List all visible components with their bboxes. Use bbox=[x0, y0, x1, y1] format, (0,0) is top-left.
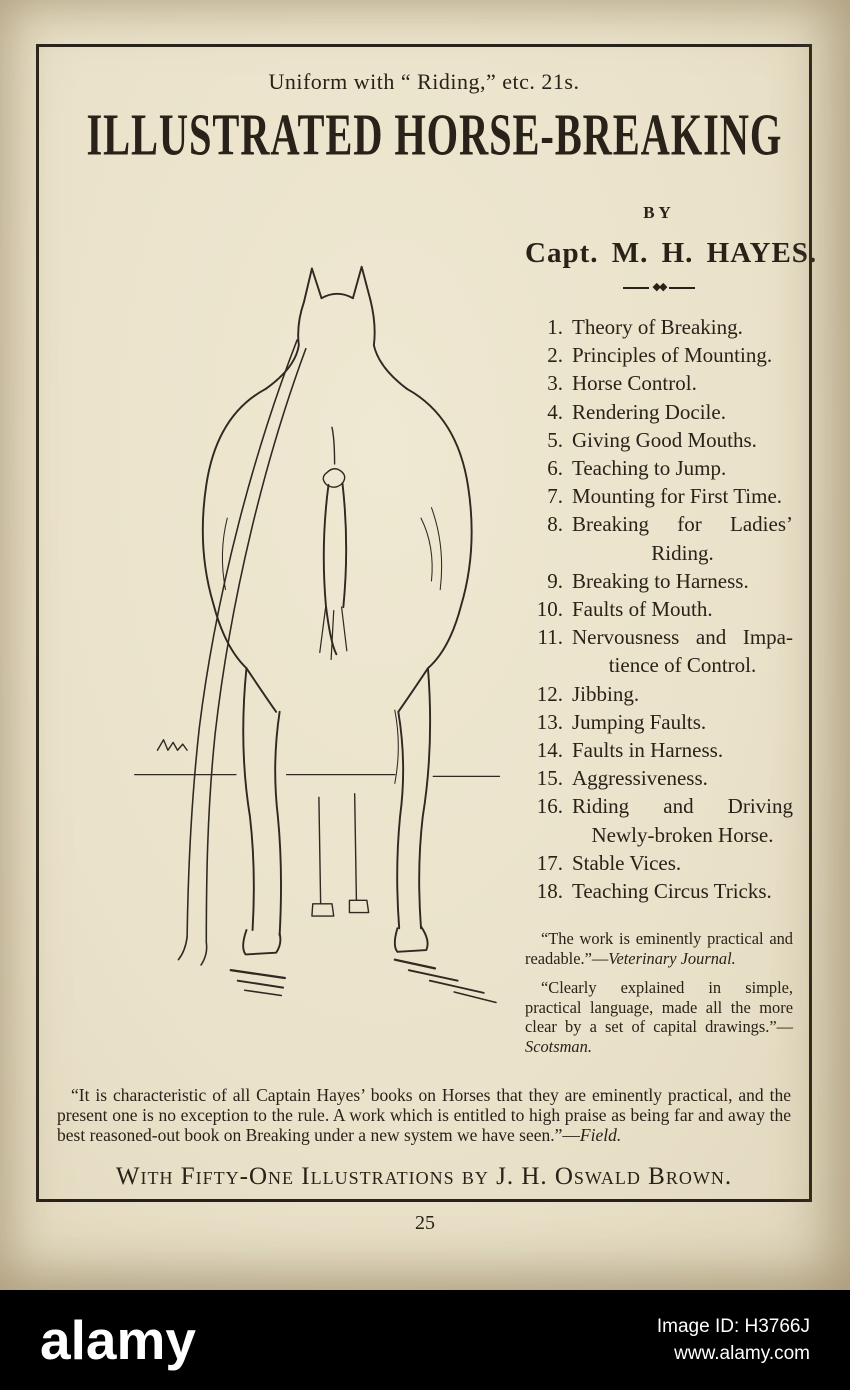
item-number: 14. bbox=[536, 738, 563, 763]
review-quote bbox=[525, 929, 793, 969]
item-text: Teaching to Jump. bbox=[572, 456, 727, 481]
item-number: 11. bbox=[537, 625, 563, 650]
item-text: Horse Control. bbox=[572, 371, 697, 396]
item-number: 17. bbox=[536, 850, 563, 875]
item-number: 7. bbox=[547, 484, 563, 509]
ornament-rule bbox=[669, 287, 695, 289]
page-number: 25 bbox=[415, 1212, 435, 1234]
item-text: Mounting for First Time. bbox=[572, 484, 783, 509]
page-border bbox=[36, 44, 818, 1202]
item-text: Jibbing. bbox=[572, 681, 640, 706]
review-source: Scotsman. bbox=[525, 1037, 592, 1057]
item-number: 12. bbox=[536, 681, 563, 706]
header-note: Uniform with “ Riding,” etc. 21s. bbox=[268, 69, 580, 94]
item-text: Faults of Mouth. bbox=[572, 597, 713, 622]
list-item bbox=[525, 708, 793, 736]
item-text: Teaching Circus Tricks. bbox=[572, 879, 772, 904]
item-number: 8. bbox=[547, 512, 563, 537]
list-item bbox=[525, 680, 793, 708]
item-text: Nervousness and Impa- bbox=[572, 625, 793, 650]
item-text: Breaking for Ladies’ bbox=[572, 512, 793, 537]
byline-prefix: BY bbox=[643, 203, 675, 222]
item-number: 2. bbox=[547, 343, 563, 368]
item-number: 10. bbox=[536, 597, 563, 622]
review-text: “It is characteristic of all Captain Hayes’ books on Horses that they are eminently practical, and the present one is no exception to the rule. A work which is entitled to high praise as being far and away the best reasoned-out book on Breaking under a new system we have seen.”— bbox=[57, 1085, 791, 1145]
watermark-meta bbox=[657, 1313, 810, 1367]
item-text: Aggressiveness. bbox=[572, 766, 708, 791]
item-text: Stable Vices. bbox=[572, 850, 682, 875]
review-source: Veterinary Journal. bbox=[608, 949, 736, 969]
list-item bbox=[525, 398, 793, 426]
table-of-contents bbox=[525, 313, 793, 905]
review-source: Field. bbox=[579, 1125, 622, 1145]
item-number: 18. bbox=[536, 879, 563, 904]
press-reviews bbox=[525, 929, 793, 1057]
list-item bbox=[525, 849, 793, 877]
ornament-rule bbox=[623, 287, 649, 289]
item-number: 4. bbox=[547, 399, 563, 424]
list-item bbox=[525, 567, 793, 595]
diamond-ornament-icon: ◆◆ bbox=[652, 281, 666, 293]
contents-column bbox=[525, 203, 818, 1066]
item-text: Rendering Docile. bbox=[572, 399, 726, 424]
page-title bbox=[39, 102, 809, 168]
review-text: “Clearly explained in simple, practical language, made all the more clear by a set of capital drawings.”— bbox=[525, 977, 793, 1037]
illustrations-credit: With Fifty-One Illustrations by J. H. Oswald Brown. bbox=[115, 1163, 733, 1190]
list-item bbox=[525, 482, 793, 510]
item-text: Riding and Driving bbox=[572, 794, 793, 819]
item-number: 16. bbox=[536, 794, 563, 819]
alamy-url: www.alamy.com bbox=[674, 1343, 810, 1364]
list-item bbox=[525, 426, 793, 454]
item-number: 1. bbox=[547, 315, 563, 339]
item-text-continued: tience of Control. bbox=[608, 653, 757, 678]
item-text: Breaking to Harness. bbox=[572, 568, 749, 593]
list-item bbox=[525, 510, 793, 566]
list-item bbox=[525, 623, 793, 679]
item-text-continued: Newly-broken Horse. bbox=[591, 822, 774, 847]
list-item bbox=[525, 792, 793, 848]
review-quote bbox=[525, 978, 793, 1057]
list-item bbox=[525, 369, 793, 397]
review-text: “The work is eminently practical and readable.”— bbox=[525, 929, 793, 969]
item-text: Theory of Breaking. bbox=[572, 315, 743, 339]
item-number: 3. bbox=[547, 371, 563, 396]
item-text: Faults in Harness. bbox=[572, 738, 724, 763]
image-id: Image ID: H3766J bbox=[656, 1316, 810, 1337]
item-text: Giving Good Mouths. bbox=[572, 427, 757, 452]
list-item bbox=[525, 877, 793, 905]
alamy-logo: alamy bbox=[40, 1308, 196, 1371]
item-number: 9. bbox=[547, 568, 563, 593]
list-item bbox=[525, 454, 793, 482]
item-number: 6. bbox=[547, 456, 563, 481]
item-text-continued: Riding. bbox=[651, 540, 714, 565]
horse-illustration bbox=[133, 193, 517, 1105]
field-review-quote bbox=[57, 1085, 791, 1145]
page-title-text: ILLUSTRATED HORSE-BREAKING bbox=[86, 102, 783, 168]
item-number: 13. bbox=[536, 709, 563, 734]
list-item bbox=[525, 595, 793, 623]
watermark-bar bbox=[0, 1290, 850, 1390]
divider-ornament bbox=[525, 282, 793, 293]
item-number: 15. bbox=[536, 766, 563, 791]
list-item bbox=[525, 341, 793, 369]
list-item bbox=[525, 764, 793, 792]
list-item bbox=[525, 736, 793, 764]
list-item bbox=[525, 313, 793, 341]
author-name: Capt. M. H. HAYES. bbox=[525, 237, 818, 269]
item-text: Jumping Faults. bbox=[572, 709, 707, 734]
item-number: 5. bbox=[547, 427, 563, 452]
item-text: Principles of Mounting. bbox=[572, 343, 773, 368]
